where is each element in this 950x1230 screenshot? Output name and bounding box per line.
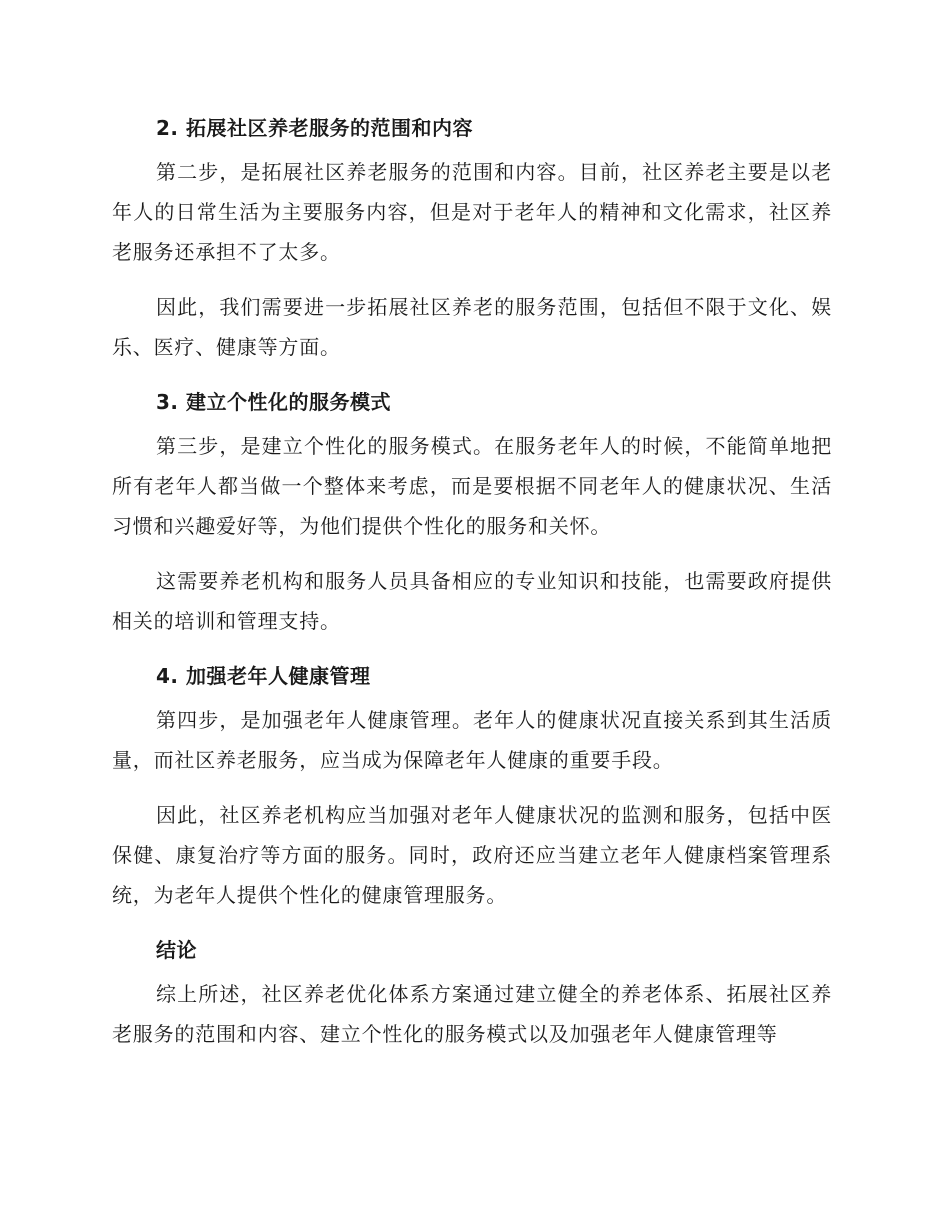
paragraph: 因此，社区养老机构应当加强对老年人健康状况的监测和服务，包括中医保健、康复治疗等方面的服务。同时，政府还应当建立老年人健康档案管理系统，为老年人提供个性化的健康管理服务。 — [112, 803, 832, 907]
section-heading: 结论 — [156, 938, 197, 962]
section-health-management — [112, 656, 832, 915]
section-conclusion — [112, 930, 832, 1054]
section-expand-services — [112, 108, 832, 367]
paragraph: 第二步，是拓展社区养老服务的范围和内容。目前，社区养老主要是以老年人的日常生活为主要服务内容，但是对于老年人的精神和文化需求，社区养老服务还承担不了太多。 — [112, 160, 832, 264]
paragraph: 第四步，是加强老年人健康管理。老年人的健康状况直接关系到其生活质量，而社区养老服务，应当成为保障老年人健康的重要手段。 — [112, 708, 832, 772]
paragraph: 综上所述，社区养老优化体系方案通过建立健全的养老体系、拓展社区养老服务的范围和内容、建立个性化的服务模式以及加强老年人健康管理等 — [112, 982, 832, 1046]
document-body — [112, 108, 832, 1069]
paragraph: 这需要养老机构和服务人员具备相应的专业知识和技能，也需要政府提供相关的培训和管理支持。 — [112, 569, 832, 633]
section-heading: 4. 加强老年人健康管理 — [156, 664, 371, 688]
section-heading: 2. 拓展社区养老服务的范围和内容 — [156, 116, 473, 140]
section-personalized-services — [112, 382, 832, 641]
paragraph: 第三步，是建立个性化的服务模式。在服务老年人的时候，不能简单地把所有老年人都当做一个整体来考虑，而是要根据不同老年人的健康状况、生活习惯和兴趣爱好等，为他们提供个性化的服务和关怀。 — [112, 434, 832, 538]
section-heading: 3. 建立个性化的服务模式 — [156, 390, 391, 414]
paragraph: 因此，我们需要进一步拓展社区养老的服务范围，包括但不限于文化、娱乐、医疗、健康等方面。 — [112, 295, 832, 359]
